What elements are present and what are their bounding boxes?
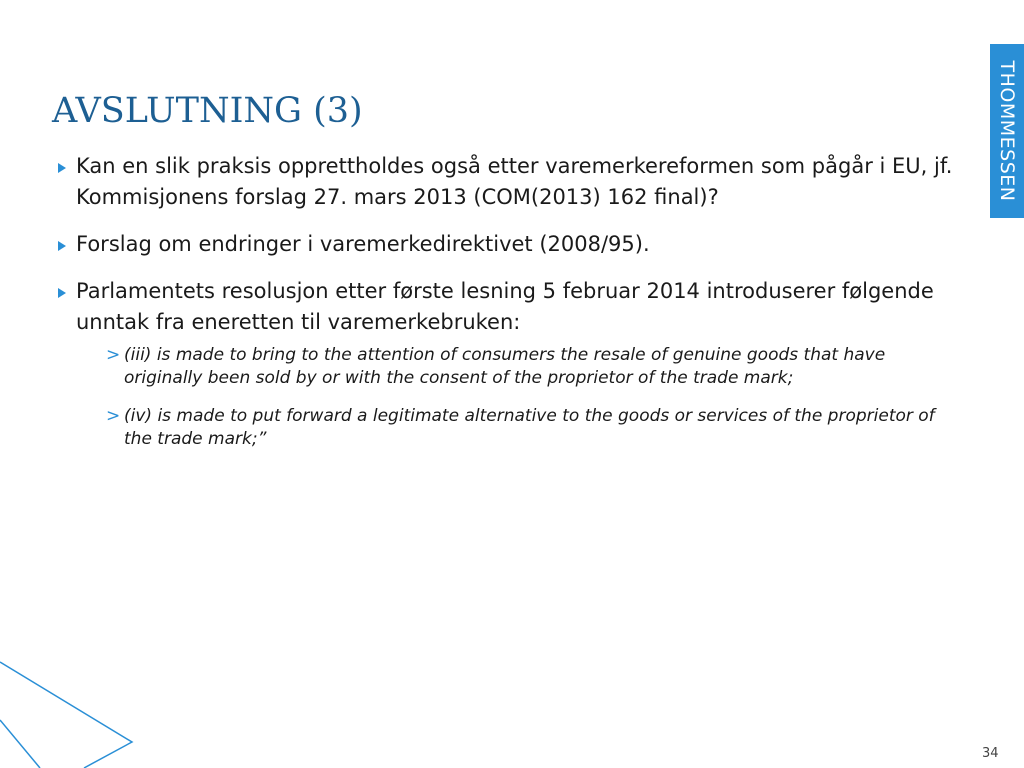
decorative-lines <box>0 640 140 768</box>
decorative-line-icon <box>0 662 132 768</box>
sub-bullet-item <box>106 405 954 451</box>
thommessen-logo <box>990 44 1024 218</box>
slide-content <box>54 151 954 466</box>
chevron-right-icon: > <box>106 345 121 365</box>
bullet-item <box>54 229 954 260</box>
sub-bullet-list <box>106 344 954 451</box>
bullet-text: Parlamentets resolusjon etter første lesning 5 februar 2014 introduserer følgende unntak fra eneretten til varemerkebruken: <box>76 279 934 334</box>
page-number: 34 <box>982 746 999 761</box>
slide-title: AVSLUTNING (3) <box>52 91 363 131</box>
triangle-bullet-icon <box>58 163 66 173</box>
chevron-right-icon: > <box>106 406 121 426</box>
logo-text: THOMMESSEN <box>996 60 1018 202</box>
decorative-line-icon <box>0 720 40 768</box>
sub-bullet-text: (iv) is made to put forward a legitimate alternative to the goods or services of the proprietor of the trade mark;” <box>124 406 935 449</box>
triangle-bullet-icon <box>58 288 66 298</box>
sub-bullet-text: (iii) is made to bring to the attention of consumers the resale of genuine goods that have originally been sold by or with the consent of the proprietor of the trade mark; <box>124 345 886 388</box>
triangle-bullet-icon <box>58 241 66 251</box>
bullet-text: Forslag om endringer i varemerkedirektivet (2008/95). <box>76 232 650 256</box>
sub-bullet-item <box>106 344 954 390</box>
bullet-item <box>54 151 954 213</box>
bullet-text: Kan en slik praksis opprettholdes også etter varemerkereformen som pågår i EU, jf. Kommisjonens forslag 27. mars 2013 (COM(2013) 162 final)? <box>76 154 953 209</box>
bullet-item <box>54 276 954 338</box>
